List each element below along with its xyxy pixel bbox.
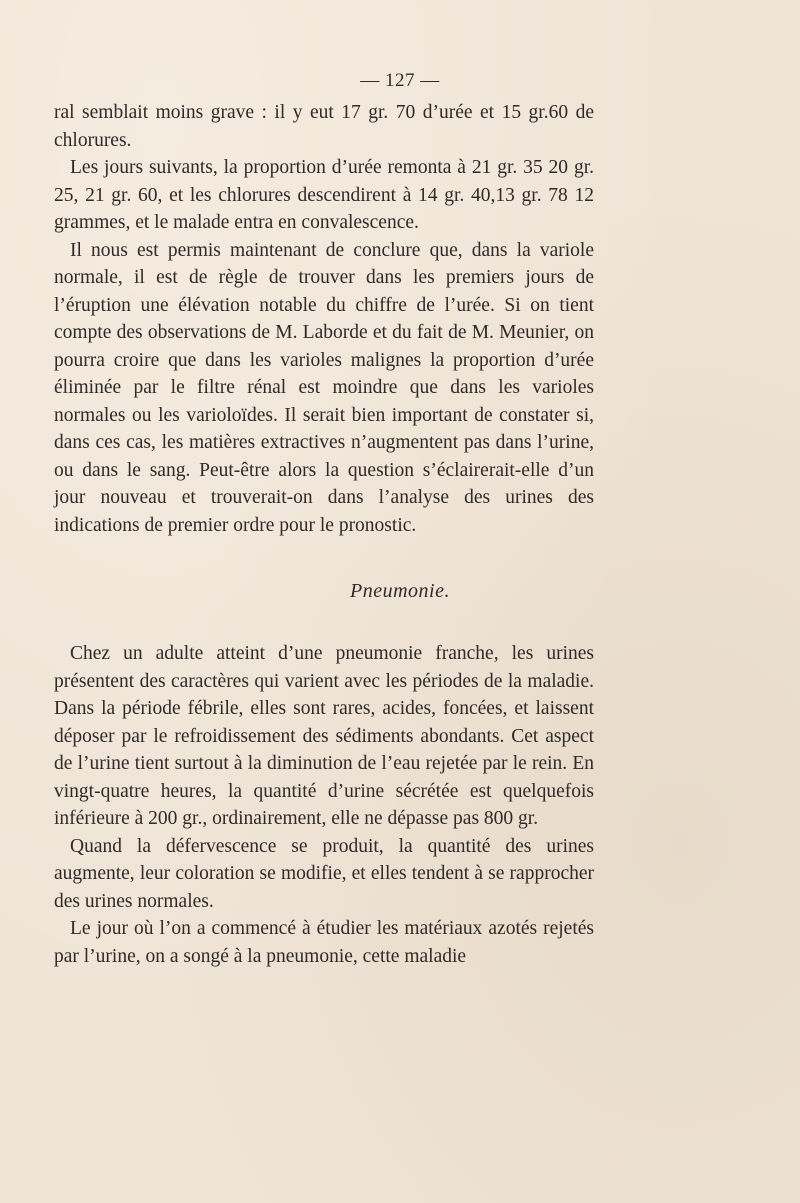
paragraph-continuation: ral semblait moins grave : il y eut 17 gr. 70 d’urée et 15 gr.60 de chlorures. [54, 102, 594, 151]
paragraph-nitrogen-study: Le jour où l’on a commencé à étudier les matériaux azotés rejetés par l’urine, on a songé à la pneumonie, cette maladie [54, 918, 594, 967]
paragraph-defervescence: Quand la défervescence se produit, la quantité des urines augmente, leur coloration se modifie, et elles tendent à se rapprocher des urines normales. [54, 835, 594, 912]
top-text-block [54, 99, 594, 539]
paragraph-conclusion: Il nous est permis maintenant de conclure que, dans la variole normale, il est de règle de trouver dans les premiers jours de l’éruption une élévation notable du chiffre de l’urée. Si on tient compte des observations de M. Laborde et du fait de M. Meunier, on pourra croire que dans les varioles malignes la proportion d’urée éliminée par le filtre rénal est moindre que dans les varioles normales ou les varioloïdes. Il serait bien important de constater si, dans ces cas, les matières extractives n’augmentent pas dans l’urine, ou dans le sang. Peut-être alors la question s’éclairerait-elle d’un jour nouveau et trouverait-on dans l’analyse des urines des indications de premier ordre pour le pronostic. [54, 239, 594, 536]
section-heading: Pneumonie. [350, 580, 450, 602]
page-number: — 127 — [360, 70, 440, 91]
paragraph-pneumonia-urine: Chez un adulte atteint d’une pneumonie franche, les urines présentent des caractères qui varient avec les périodes de la maladie. Dans la période fébrile, elles sont rares, acides, foncées, et laissent déposer par le refroidissement des sédiments abondants. Cet aspect de l’urine tient surtout à la diminution de l’eau rejetée par le rein. En vingt-quatre heures, la quantité d’urine sécrétée est quelquefois inférieure à 200 gr., ordinairement, elle ne dépasse pas 800 gr. [54, 643, 594, 829]
bottom-text-block [54, 640, 594, 970]
paragraph-convalescence: Les jours suivants, la proportion d’urée remonta à 21 gr. 35 20 gr. 25, 21 gr. 60, et les chlorures descendirent à 14 gr. 40,13 gr. 78 12 grammes, et le malade entra en convalescence. [54, 157, 594, 233]
